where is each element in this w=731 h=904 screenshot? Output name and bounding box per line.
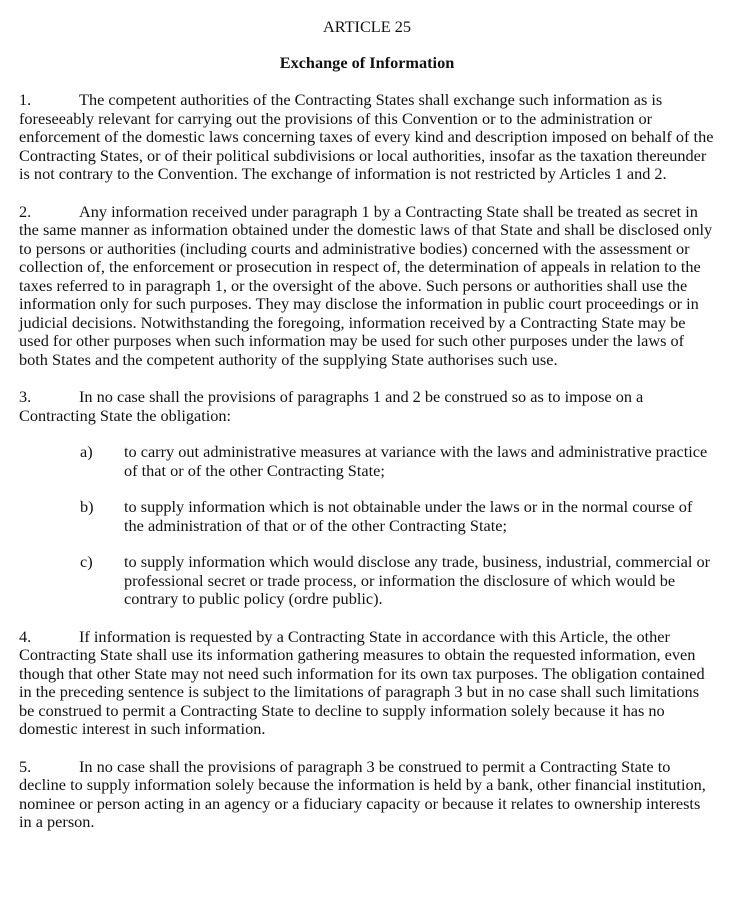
sub-item-text: to supply information which would disclose any trade, business, industrial, commercial or professional secret or trade process, or information the disclosure of which would be contrary to public policy (ordre public). xyxy=(124,552,711,608)
sub-item-label: a) xyxy=(80,442,93,461)
paragraph-text: In no case shall the provisions of paragraphs 1 and 2 be construed so as to impose on a Contracting State the obligation: xyxy=(19,387,644,425)
sub-item-label: b) xyxy=(80,497,94,516)
paragraph-text: Any information received under paragraph 1 by a Contracting State shall be treated as secret in the same manner as information obtained under the domestic laws of that State and shall be disclosed only to persons or authorities (including courts and administrative bodies) concerned with the assessment or collection of, the enforcement or prosecution in respect of, the determination of appeals in relation to the taxes referred to in paragraph 1, or the oversight of the above. Such persons or authorities shall use the information only for such purposes. They may disclose the information in public court proceedings or in judicial decisions. Notwithstanding the foregoing, information received by a Contracting State may be used for other purposes when such information may be used for such other purposes under the laws of both States and the competent authority of the supplying State authorises such use. xyxy=(19,201,713,369)
sub-item-text: to carry out administrative measures at variance with the laws and administrative practice of that or of the other Contracting State; xyxy=(124,442,708,480)
article-number: ARTICLE 25 xyxy=(322,17,412,36)
paragraph-4 xyxy=(19,628,715,739)
sub-item-c xyxy=(19,553,715,609)
paragraph-number: 1. xyxy=(19,90,32,109)
sub-item-b xyxy=(19,498,715,535)
paragraph-text: The competent authorities of the Contracting States shall exchange such information as is foreseeably relevant for carrying out the provisions of this Convention or to the administration or enforcement of the domestic laws concerning taxes of every kind and description imposed on behalf of the Contracting States, or of their political subdivisions or local authorities, insofar as the taxation thereunder is not contrary to the Convention. The exchange of information is not restricted by Articles 1 and 2. xyxy=(19,90,714,183)
paragraph-5 xyxy=(19,758,715,832)
paragraph-number: 5. xyxy=(19,756,32,776)
paragraph-number: 3. xyxy=(19,387,32,406)
paragraph-1 xyxy=(19,91,715,184)
paragraph-text: If information is requested by a Contracting State in accordance with this Article, the other Contracting State shall use its information gathering measures to obtain the requested information, even though that other State may not need such information for its own tax purposes. The obligation contained in the preceding sentence is subject to the limitations of paragraph 3 but in no case shall such limitations be construed to permit a Contracting State to decline to supply information solely because it has no domestic interest in such information. xyxy=(19,626,705,738)
sub-item-label: c) xyxy=(80,552,93,571)
paragraph-number: 4. xyxy=(19,626,32,646)
paragraph-text: In no case shall the provisions of paragraph 3 be construed to permit a Contracting State to decline to supply information solely because the information is held by a bank, other financial institution, nominee or person acting in an agency or a fiduciary capacity or because it relates to ownership interests in a person. xyxy=(19,756,706,831)
sub-item-a xyxy=(19,443,715,480)
article-title: Exchange of Information xyxy=(279,52,455,72)
sub-item-text: to supply information which is not obtainable under the laws or in the normal course of the administration of that or of the other Contracting State; xyxy=(124,497,693,535)
paragraph-3-sub-list xyxy=(19,443,715,609)
paragraph-3 xyxy=(19,388,715,425)
paragraph-number: 2. xyxy=(19,201,32,221)
paragraph-2 xyxy=(19,203,715,370)
